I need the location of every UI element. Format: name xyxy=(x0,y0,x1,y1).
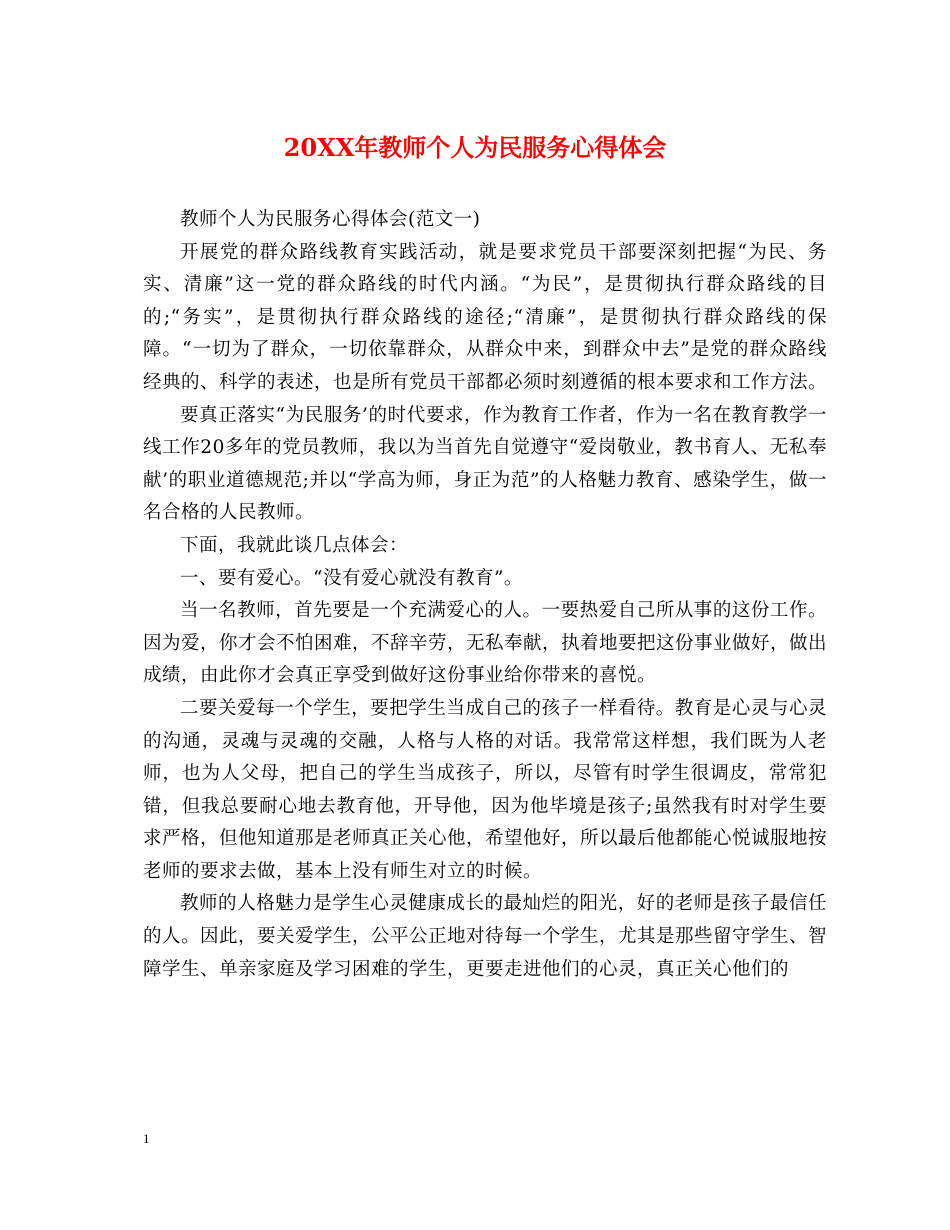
paragraph: 下面，我就此谈几点体会： xyxy=(180,534,409,556)
page-number: 1 xyxy=(143,1131,150,1146)
paragraph: 要真正落实“为民服务’的时代要求，作为教育工作者，作为一名在教育教学一线工作20多年的党员教师，我以为当首先自觉遵守“爱岗敬业，教书育人、无私奉献’的职业道德规范;并以“学高为师，身正为范”的人格魅力教育、感染学生，做一名合格的人民教师。 xyxy=(143,404,827,524)
document-title: 20XX年教师个人为民服务心得体会 xyxy=(283,133,667,162)
paragraph: 二要关爱每一个学生，要把学生当成自己的孩子一样看待。教育是心灵与心灵的沟通，灵魂与灵魂的交融，人格与人格的对话。我常常这样想，我们既为人老师，也为人父母，把自己的学生当成孩子，所以，尽管有时学生很调皮，常常犯错，但我总要耐心地去教育他，开导他，因为他毕境是孩子;虽然我有时对学生要求严格，但他知道那是老师真正关心他，希望他好，所以最后他都能心悦诚服地按老师的要求去做，基本上没有师生对立的时候。 xyxy=(143,697,828,882)
paragraph: 一、要有爱心。“没有爱心就没有教育”。 xyxy=(180,567,523,589)
paragraph: 当一名教师，首先要是一个充满爱心的人。一要热爱自己所从事的这份工作。因为爱，你才会不怕困难，不辞辛劳，无私奉献，执着地要把这份事业做好，做出成绩，由此你才会真正享受到做好这份事业给你带来的喜悦。 xyxy=(143,600,828,687)
paragraph: 教师个人为民服务心得体会(范文一) xyxy=(180,209,481,230)
document-body xyxy=(143,204,827,986)
paragraph: 教师的人格魅力是学生心灵健康成长的最灿烂的阳光，好的老师是孩子最信任的人。因此，要关爱学生，公平公正地对待每一个学生，尤其是那些留守学生、智障学生、单亲家庭及学习困难的学生，更要走进他们的心灵，真正关心他们的 xyxy=(143,893,828,980)
paragraph: 开展党的群众路线教育实践活动，就是要求党员干部要深刻把握“为民、务实、清廉”这一党的群众路线的时代内涵。“为民”，是贯彻执行群众路线的目的;“务实”，是贯彻执行群众路线的途径;“清廉”，是贯彻执行群众路线的保障。“一切为了群众，一切依靠群众，从群众中来，到群众中去”是党的群众路线经典的、科学的表述，也是所有党员干部都必须时刻遵循的根本要求和工作方法。 xyxy=(143,241,828,393)
